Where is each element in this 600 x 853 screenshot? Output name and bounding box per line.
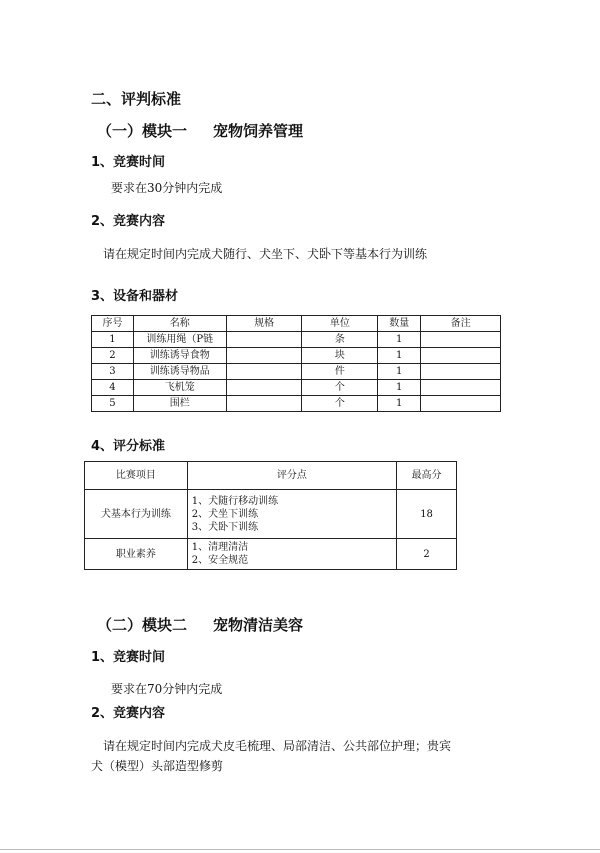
table-cell — [226, 348, 302, 364]
table-cell: 训练诱导物品 — [133, 364, 226, 380]
module2-time-heading: 1、竞赛时间 — [91, 650, 166, 665]
table-row — [92, 396, 501, 412]
table-cell: 1 — [378, 364, 421, 380]
table-row — [92, 380, 501, 396]
equipment-header-cell: 单位 — [302, 316, 378, 332]
table-cell — [421, 380, 501, 396]
table-row — [92, 332, 501, 348]
module2-heading — [97, 614, 303, 635]
scoring-item-cell: 职业素养 — [85, 539, 188, 570]
module1-index: （一）模块一 — [97, 122, 188, 140]
scoring-header-cell: 比赛项目 — [85, 462, 188, 490]
scoring-points-cell — [187, 490, 396, 539]
scoring-point: 2、安全规范 — [191, 555, 249, 566]
equipment-header-cell: 数量 — [378, 316, 421, 332]
table-cell: 3 — [92, 364, 134, 380]
scoring-table — [84, 461, 457, 570]
module1-content-heading: 2、竞赛内容 — [91, 214, 166, 229]
table-row — [85, 539, 457, 570]
module2-content-line1: 请在规定时间内完成犬皮毛梳理、局部清洁、公共部位护理；贵宾 — [103, 739, 452, 753]
table-cell: 训练诱导食物 — [133, 348, 226, 364]
scoring-header-cell: 最高分 — [397, 462, 457, 490]
module1-equipment-heading: 3、设备和器材 — [91, 289, 179, 304]
scoring-max-cell: 18 — [397, 490, 457, 539]
table-cell — [421, 348, 501, 364]
scoring-header-cell: 评分点 — [187, 462, 396, 490]
table-cell — [226, 380, 302, 396]
table-cell: 1 — [378, 332, 421, 348]
table-cell: 2 — [92, 348, 134, 364]
scoring-point: 3、犬卧下训练 — [191, 521, 259, 533]
equipment-header-cell: 序号 — [92, 316, 134, 332]
table-cell — [226, 332, 302, 348]
table-cell: 1 — [378, 380, 421, 396]
table-cell: 1 — [378, 396, 421, 412]
equipment-header-cell: 规格 — [226, 316, 302, 332]
table-row — [92, 364, 501, 380]
module1-heading — [97, 120, 303, 141]
equipment-header-row — [92, 316, 501, 332]
scoring-item-cell: 犬基本行为训练 — [85, 490, 188, 539]
module1-scoring-heading: 4、评分标准 — [91, 439, 166, 454]
scoring-points-cell — [187, 539, 396, 570]
module2-content-heading: 2、竞赛内容 — [91, 706, 166, 721]
scoring-max-cell: 2 — [397, 539, 457, 570]
table-cell: 围栏 — [133, 396, 226, 412]
equipment-table — [91, 315, 501, 412]
scoring-header-row — [85, 462, 457, 490]
table-cell: 1 — [378, 348, 421, 364]
table-row — [92, 348, 501, 364]
module1-time-heading: 1、竞赛时间 — [91, 155, 166, 170]
table-cell — [421, 364, 501, 380]
module2-content-line2: 犬（模型）头部造型修剪 — [91, 759, 224, 773]
module1-content-text: 请在规定时间内完成犬随行、犬坐下、犬卧下等基本行为训练 — [103, 247, 428, 261]
section-title: 二、评判标准 — [91, 90, 182, 108]
table-cell: 个 — [302, 380, 378, 396]
table-cell — [226, 364, 302, 380]
table-row — [85, 490, 457, 539]
equipment-header-cell: 备注 — [421, 316, 501, 332]
table-cell: 个 — [302, 396, 378, 412]
table-cell: 4 — [92, 380, 134, 396]
table-cell: 条 — [302, 332, 378, 348]
module1-time-text: 要求在30分钟内完成 — [111, 181, 223, 195]
table-cell: 飞机笼 — [133, 380, 226, 396]
table-cell: 1 — [92, 332, 134, 348]
table-cell — [226, 396, 302, 412]
equipment-header-cell: 名称 — [133, 316, 226, 332]
table-cell — [421, 332, 501, 348]
scoring-point: 2、犬坐下训练 — [191, 508, 259, 520]
table-cell: 块 — [302, 348, 378, 364]
scoring-point: 1、犬随行移动训练 — [191, 495, 279, 507]
page-bottom-divider — [0, 849, 600, 850]
module1-name: 宠物饲养管理 — [213, 122, 304, 140]
scoring-point: 1、清理清洁 — [191, 542, 249, 553]
module2-name: 宠物清洁美容 — [213, 616, 304, 634]
table-cell: 5 — [92, 396, 134, 412]
table-cell: 件 — [302, 364, 378, 380]
table-cell — [421, 396, 501, 412]
module2-index: （二）模块二 — [97, 616, 188, 634]
table-cell: 训练用绳（P链 — [133, 332, 226, 348]
module2-time-text: 要求在70分钟内完成 — [111, 682, 223, 696]
